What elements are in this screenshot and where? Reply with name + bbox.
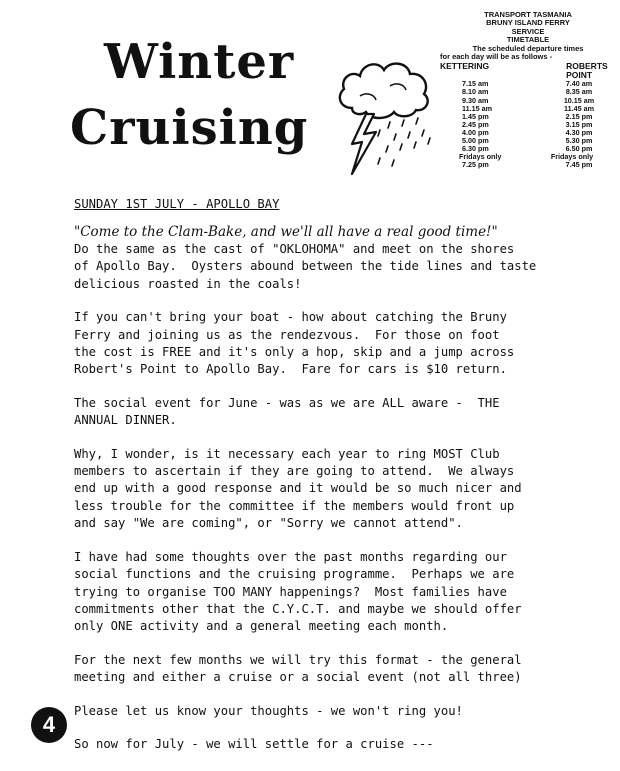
- timetable-heading: BRUNY ISLAND FERRY: [486, 18, 570, 28]
- departure-time: 4.30 pm: [565, 127, 593, 137]
- departure-time: 10.15 am: [563, 95, 595, 105]
- timetable-heading: TIMETABLE: [506, 35, 550, 45]
- departure-time: 6.50 pm: [565, 143, 593, 153]
- timetable-column-headers: [440, 62, 616, 80]
- departure-time: 4.00 pm: [462, 127, 489, 137]
- departure-time: 2.15 pm: [565, 111, 593, 121]
- departure-time: 5.00 pm: [462, 135, 489, 145]
- article-heading: SUNDAY 1ST JULY - APOLLO BAY: [74, 197, 280, 211]
- page-number-badge: 4: [31, 707, 67, 743]
- title-winter: Winter: [104, 34, 295, 90]
- departure-time: 6.30 pm: [462, 143, 489, 153]
- departure-time: 11.15 am: [462, 103, 492, 113]
- departure-time: 3.15 pm: [565, 119, 593, 129]
- paragraph: For the next few months we will try this format - the general meeting and either a cruise or a social event (not all three): [74, 652, 522, 685]
- timetable-heading: SERVICE: [511, 26, 545, 36]
- timetable-note: for each day will be as follows -: [440, 52, 553, 62]
- timetable-heading: TRANSPORT TASMANIA: [484, 10, 572, 19]
- departure-time: 5.30 pm: [565, 135, 593, 145]
- paragraph: If you can't bring your boat - how about catching the Bruny Ferry and joining us as the rendezvous. For those on foot the cost is FREE and it's only a hop, skip and a jump across Robert's Point to Apollo Bay. Fare for cars is $10 return.: [74, 310, 515, 377]
- departure-time: 7.15 am: [462, 79, 489, 89]
- departure-time: 9.30 am: [462, 95, 489, 105]
- fridays-label: Fridays only: [550, 151, 594, 161]
- paragraph: Why, I wonder, is it necessary each year to ring MOST Club members to ascertain if they are going to attend. We always end up with a good response and it would be so much nicer and less trouble for the committee if the members would front up and say "We are coming", or "Sorry we cannot attend".: [74, 446, 522, 531]
- departure-time: 1.45 pm: [462, 111, 489, 121]
- title-cruising: Cruising: [70, 100, 309, 156]
- paragraph: The social event for June - was as we are ALL aware - THE ANNUAL DINNER.: [74, 395, 500, 428]
- departure-time: 8.10 am: [462, 87, 489, 97]
- paragraph: Please let us know your thoughts - we won't ring you!: [74, 703, 463, 718]
- fridays-label: Fridays only: [459, 151, 502, 161]
- timetable-col-kettering: KETTERING: [440, 61, 490, 72]
- departure-time: 7.40 am: [565, 79, 593, 89]
- departure-time: 8.35 am: [565, 87, 593, 97]
- paragraph: So now for July - we will settle for a cruise ---: [74, 736, 434, 751]
- departure-time: 11.45 am: [564, 103, 594, 113]
- paragraph: I have had some thoughts over the past months regarding our social functions and the cruising programme. Perhaps we are trying to organise TOO MANY happenings? Most families have commitments other that the C.Y.C.T. and maybe we should offer only ONE activity and a general meeting each month.: [74, 549, 522, 634]
- departure-time: 7.25 pm: [462, 159, 489, 169]
- article: [74, 196, 614, 753]
- storm-cloud-icon: [330, 56, 440, 186]
- paragraph: Do the same as the cast of "OKLOHOMA" and meet on the shores of Apollo Bay. Oysters abound between the tide lines and taste delicious roasted in the coals!: [74, 242, 537, 291]
- ferry-timetable: [440, 11, 616, 169]
- departure-time: 2.45 pm: [462, 119, 489, 129]
- timetable-note: The scheduled departure times: [472, 43, 584, 53]
- departure-time: 7.45 pm: [565, 159, 593, 169]
- timetable-row-fridays: [440, 161, 616, 169]
- article-quote: "Come to the Clam-Bake, and we'll all have a real good time!": [74, 224, 498, 240]
- timetable-col-roberts-point: ROBERTS POINT: [566, 61, 608, 81]
